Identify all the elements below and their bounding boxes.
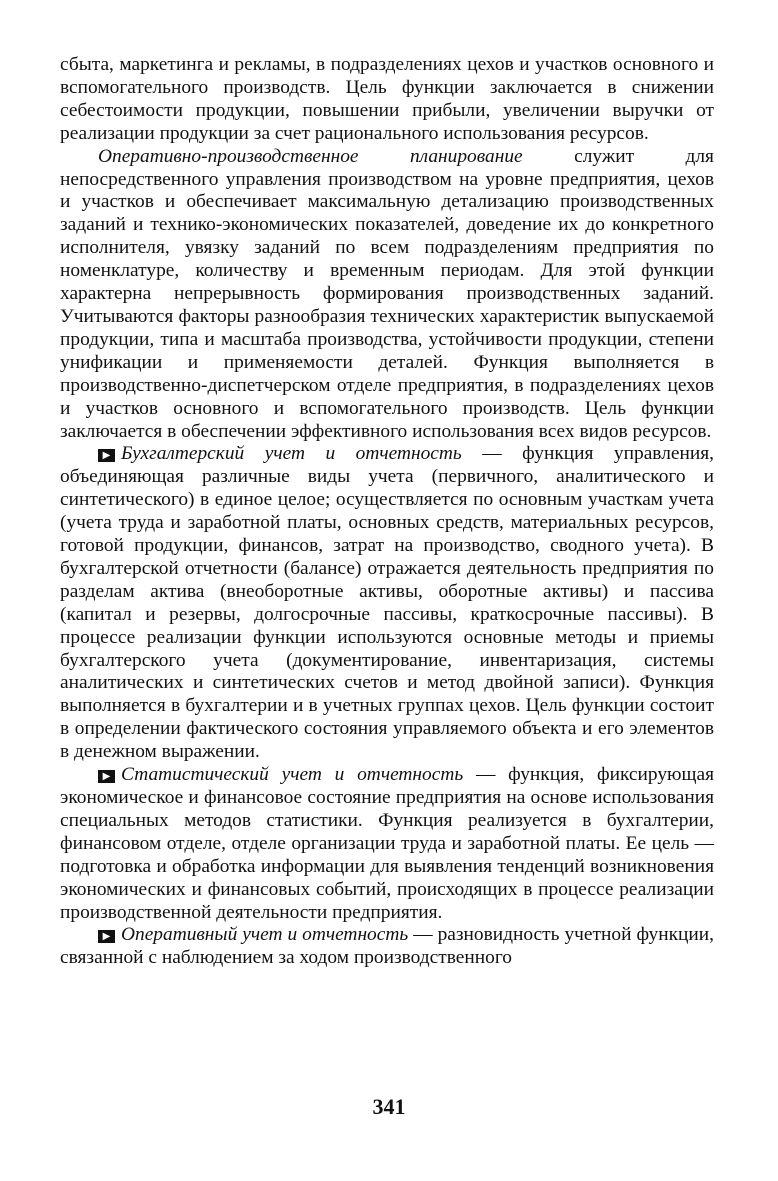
paragraph-text: — разновидность учетной функции, связанной с наблюдением за ходом производственного [60, 924, 714, 969]
term-statistical-accounting: Статистический учет и отчетность [121, 764, 464, 786]
body-text [60, 54, 714, 970]
paragraph-text: — функция, фиксирующая экономическое и финансовое состояние предприятия на основе использования специальных методов статистики. Функция реализуется в бухгалтерии, финансовом отделе, отделе организации труда и заработной платы. Ее цель — подготовка и обработка информации для выявления тенденций возникновения экономических и финансовых событий, происходящих в процессе реализации производственной деятельности предприятия. [60, 764, 714, 923]
paragraph-2 [60, 146, 714, 444]
square-arrow-icon: ▶ [98, 770, 115, 783]
paragraph-3 [60, 443, 714, 764]
paragraph-5 [60, 924, 714, 970]
page-number: 341 [372, 1094, 406, 1119]
paragraph-1 [60, 54, 714, 146]
square-arrow-icon: ▶ [98, 449, 115, 462]
paragraph-text: сбыта, маркетинга и рекламы, в подразделениях цехов и участков основного и вспомогательного производств. Цель функции заключается в снижении себестоимости продукции, повышении прибыли, увеличении выручки от реализации продукции за счет рационального использования ресурсов. [60, 54, 714, 144]
term-accounting: Бухгалтерский учет и отчетность [121, 443, 462, 465]
term-operational-accounting: Оперативный учет и отчетность [121, 924, 409, 946]
paragraph-text: служит для непосредственного управления производством на уровне предприятия, цехов и участков и обеспечивает максимальную детализацию производственных заданий и технико-экономических показателей, доведение их до конкретного исполнителя, увязку заданий по всем подразделениям предприятия по номенклатуре, количеству и временным периодам. Для этой функции характерна непрерывность формирования производственных заданий. Учитываются факторы разнообразия технических характеристик выпускаемой продукции, типа и масштаба производства, устойчивости продукции, степени унификации и применяемости деталей. Функция выполняется в производственно-диспетчерском отделе предприятия, в подразделениях цехов и участков основного и вспомогательного производств. Цель функции заключается в обеспечении эффективного использования всех видов ресурсов. [60, 145, 714, 442]
term-operational-planning: Оперативно-производственное планирование [98, 145, 523, 167]
paragraph-4 [60, 764, 714, 924]
paragraph-text: — функция управления, объединяющая различные виды учета (первичного, аналитического и синтетического) в единое целое; осуществляется по основным участкам учета (учета труда и заработной платы, основных средств, материальных ресурсов, готовой продукции, финансов, затрат на производство, сводного учета). В бухгалтерской отчетности (балансе) отражается деятельность предприятия по разделам актива (внеоборотные активы, оборотные активы) и пассива (капитал и резервы, долгосрочные пассивы, краткосрочные пассивы). В процессе реализации функции используются основные методы и приемы бухгалтерского учета (документирование, инвентаризация, системы аналитических и синтетических счетов и метод двойной записи). Функция выполняется в бухгалтерии и в учетных группах цехов. Цель функции состоит в определении фактического состояния управляемого объекта и его элементов в денежном выражении. [60, 443, 715, 763]
square-arrow-icon: ▶ [98, 930, 115, 943]
